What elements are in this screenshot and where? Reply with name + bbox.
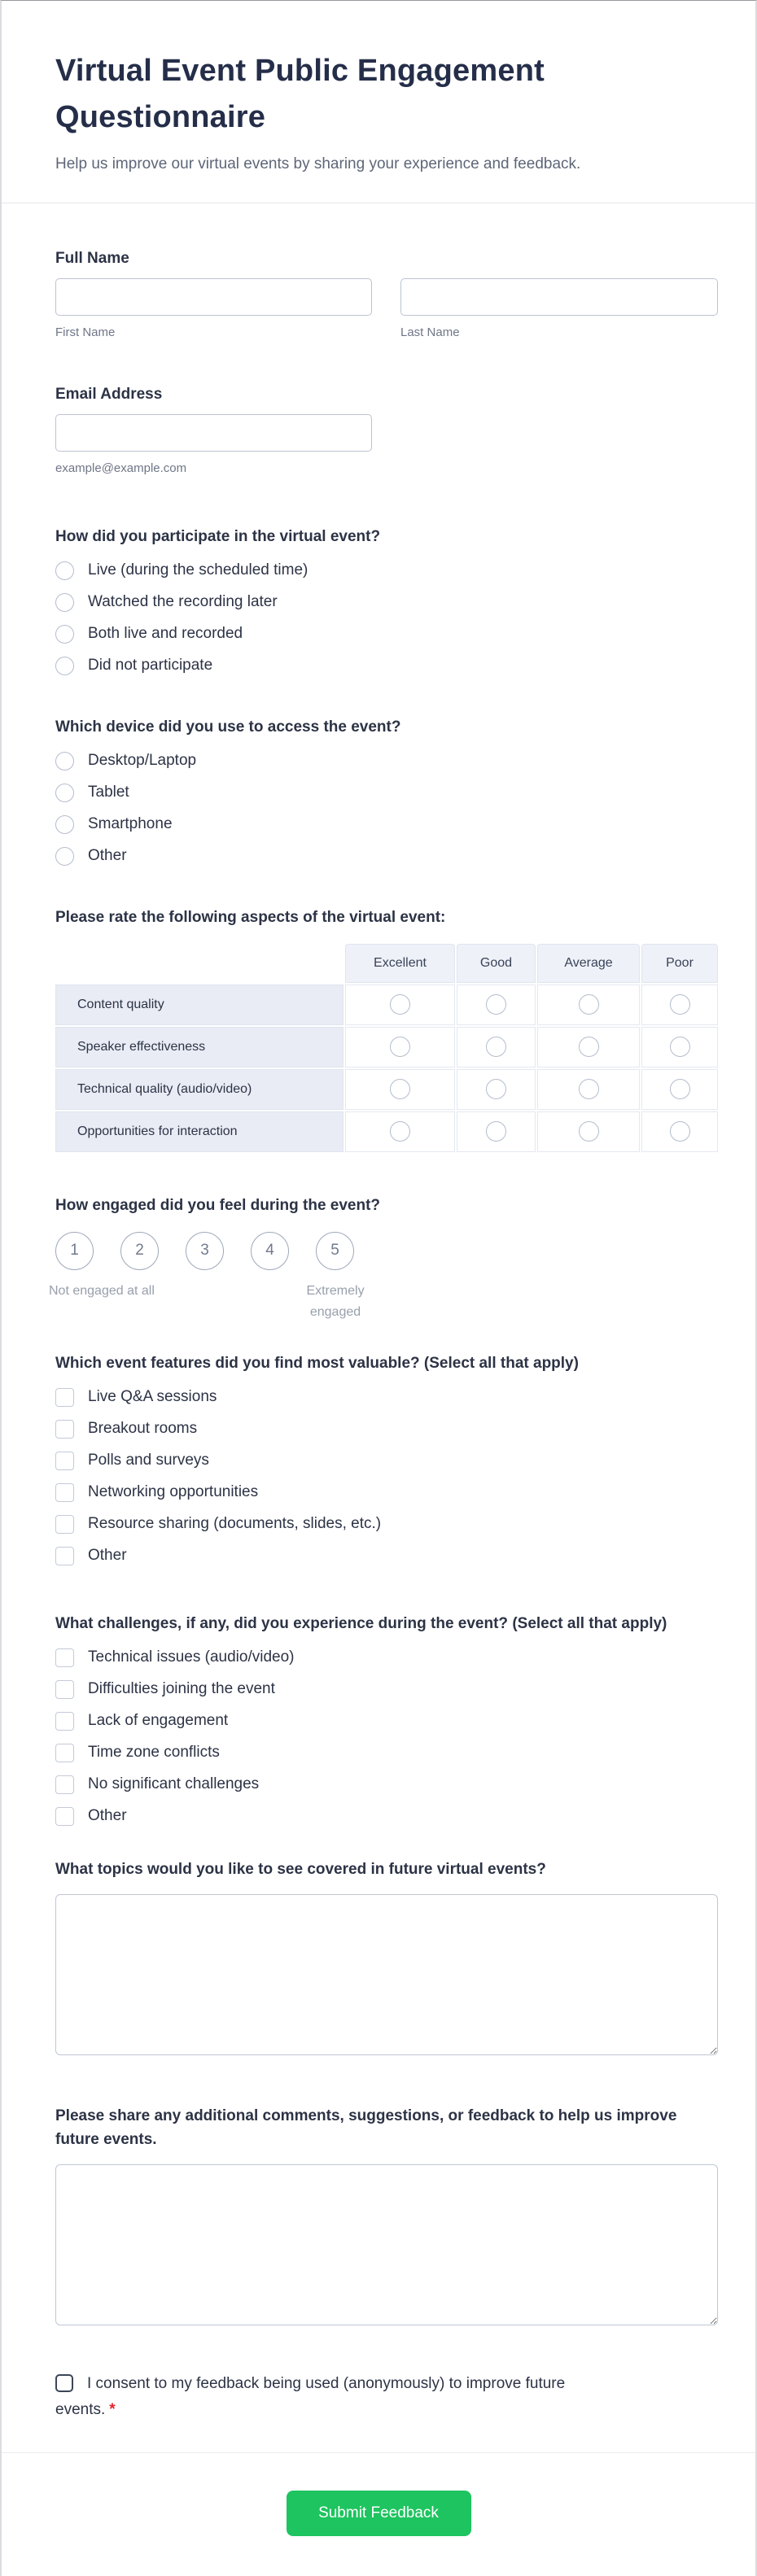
radio-button[interactable] xyxy=(55,625,74,644)
question-comments xyxy=(55,2104,718,2325)
option-label: Desktop/Laptop xyxy=(88,752,197,770)
matrix-radio[interactable] xyxy=(486,1121,506,1142)
comments-textarea[interactable] xyxy=(55,2164,718,2325)
first-name-input[interactable] xyxy=(55,278,372,316)
consent-checkbox[interactable] xyxy=(55,2374,73,2392)
challenges-option-technical[interactable] xyxy=(55,1648,718,1667)
radio-button[interactable] xyxy=(55,752,74,771)
matrix-radio[interactable] xyxy=(390,1037,410,1057)
question-challenges xyxy=(55,1613,718,1826)
matrix-radio[interactable] xyxy=(670,1037,690,1057)
first-name-sublabel: First Name xyxy=(55,325,116,339)
first-name-group xyxy=(55,278,372,339)
email-input[interactable] xyxy=(55,414,372,452)
checkbox[interactable] xyxy=(55,1712,74,1731)
challenges-option-engagement[interactable] xyxy=(55,1712,718,1731)
matrix-radio[interactable] xyxy=(486,1079,506,1099)
device-question: Which device did you use to access the event? xyxy=(55,718,401,736)
option-label: Difficulties joining the event xyxy=(88,1680,275,1698)
field-full-name xyxy=(55,247,718,339)
option-label: Watched the recording later xyxy=(88,593,278,611)
features-option-resources[interactable] xyxy=(55,1515,718,1534)
matrix-cell xyxy=(537,1027,640,1068)
challenges-option-none[interactable] xyxy=(55,1775,718,1794)
scale-option-2[interactable]: 2 xyxy=(120,1232,159,1270)
matrix-radio[interactable] xyxy=(579,1121,599,1142)
device-option-other[interactable] xyxy=(55,847,718,866)
question-features xyxy=(55,1352,718,1565)
features-option-qa[interactable] xyxy=(55,1388,718,1407)
matrix-cell xyxy=(537,985,640,1025)
option-label: Networking opportunities xyxy=(88,1483,259,1501)
device-option-desktop[interactable] xyxy=(55,752,718,771)
features-option-breakout[interactable] xyxy=(55,1420,718,1439)
option-label: Smartphone xyxy=(88,815,173,833)
scale-max-label: Extremely engaged xyxy=(306,1283,365,1319)
scale-option-1[interactable]: 1 xyxy=(55,1232,94,1270)
page-subtitle: Help us improve our virtual events by sharing your experience and feedback. xyxy=(55,155,581,172)
matrix-cell xyxy=(641,1027,718,1068)
matrix-radio[interactable] xyxy=(670,1121,690,1142)
last-name-input[interactable] xyxy=(400,278,718,316)
rating-column-header-excellent: Excellent xyxy=(345,944,455,983)
option-label: Tablet xyxy=(88,784,129,801)
features-option-other[interactable] xyxy=(55,1547,718,1565)
submit-feedback-button[interactable]: Submit Feedback xyxy=(287,2491,471,2536)
required-asterisk: * xyxy=(109,2400,116,2418)
option-label: Technical issues (audio/video) xyxy=(88,1648,295,1666)
checkbox[interactable] xyxy=(55,1680,74,1699)
matrix-cell xyxy=(345,985,455,1025)
device-option-smartphone[interactable] xyxy=(55,815,718,834)
field-email xyxy=(55,383,718,475)
scale-option-4[interactable]: 4 xyxy=(251,1232,289,1270)
checkbox[interactable] xyxy=(55,1807,74,1826)
rating-column-header-average: Average xyxy=(537,944,640,983)
features-question: Which event features did you find most valuable? (Select all that apply) xyxy=(55,1354,579,1372)
matrix-cell xyxy=(641,1111,718,1152)
option-label: Time zone conflicts xyxy=(88,1744,220,1762)
option-label: Breakout rooms xyxy=(88,1420,198,1438)
last-name-group xyxy=(400,278,718,339)
rating-question: Please rate the following aspects of the virtual event: xyxy=(55,908,446,926)
rating-column-header-good: Good xyxy=(457,944,536,983)
checkbox[interactable] xyxy=(55,1388,74,1407)
scale-captions xyxy=(49,1281,718,1323)
checkbox[interactable] xyxy=(55,1775,74,1794)
matrix-cell xyxy=(345,1027,455,1068)
matrix-radio[interactable] xyxy=(486,994,506,1015)
last-name-sublabel: Last Name xyxy=(400,325,460,339)
participation-question: How did you participate in the virtual event? xyxy=(55,527,381,545)
option-label: Did not participate xyxy=(88,657,213,675)
participation-option-both[interactable] xyxy=(55,625,718,644)
question-topics xyxy=(55,1858,718,2055)
challenges-option-other[interactable] xyxy=(55,1807,718,1826)
topics-textarea[interactable] xyxy=(55,1894,718,2055)
form-footer xyxy=(2,2453,755,2576)
matrix-radio[interactable] xyxy=(579,994,599,1015)
matrix-radio[interactable] xyxy=(670,994,690,1015)
email-sublabel: example@example.com xyxy=(55,461,187,475)
checkbox[interactable] xyxy=(55,1648,74,1667)
radio-button[interactable] xyxy=(55,847,74,866)
checkbox[interactable] xyxy=(55,1420,74,1439)
matrix-radio[interactable] xyxy=(579,1079,599,1099)
option-label: Live (during the scheduled time) xyxy=(88,561,308,579)
matrix-radio[interactable] xyxy=(486,1037,506,1057)
full-name-label: Full Name xyxy=(55,249,129,267)
participation-option-recording[interactable] xyxy=(55,593,718,612)
consent-text: I consent to my feedback being used (anonymously) to improve future events. xyxy=(55,2374,566,2418)
rating-column-header-poor: Poor xyxy=(641,944,718,983)
email-label: Email Address xyxy=(55,385,163,403)
scale-option-3[interactable]: 3 xyxy=(186,1232,224,1270)
option-label: Polls and surveys xyxy=(88,1452,209,1469)
matrix-cell xyxy=(537,1111,640,1152)
form-header xyxy=(2,1,755,176)
question-engagement xyxy=(49,1194,718,1323)
comments-question: Please share any additional comments, suggestions, or feedback to help us improve future events. xyxy=(55,2107,677,2148)
question-rating-matrix xyxy=(55,906,718,1152)
rating-corner-cell xyxy=(55,944,343,983)
question-participation xyxy=(55,526,718,675)
rating-row-label: Content quality xyxy=(55,985,343,1025)
matrix-cell xyxy=(457,1069,536,1110)
matrix-cell xyxy=(641,1069,718,1110)
option-label: Other xyxy=(88,1547,127,1565)
features-option-polls[interactable] xyxy=(55,1452,718,1470)
matrix-cell xyxy=(641,985,718,1025)
rating-row-label: Speaker effectiveness xyxy=(55,1027,343,1068)
participation-option-none[interactable] xyxy=(55,657,718,675)
option-label: Lack of engagement xyxy=(88,1712,229,1730)
features-option-networking[interactable] xyxy=(55,1483,718,1502)
matrix-cell xyxy=(537,1069,640,1110)
matrix-cell xyxy=(457,1027,536,1068)
checkbox[interactable] xyxy=(55,1452,74,1470)
question-device xyxy=(55,716,718,866)
matrix-cell xyxy=(345,1111,455,1152)
engagement-question: How engaged did you feel during the event? xyxy=(55,1196,381,1214)
rating-row-label: Opportunities for interaction xyxy=(55,1111,343,1152)
page-title: Virtual Event Public Engagement Questionnaire xyxy=(55,54,545,134)
radio-button[interactable] xyxy=(55,657,74,675)
radio-button[interactable] xyxy=(55,815,74,834)
challenges-option-timezone[interactable] xyxy=(55,1744,718,1762)
scale-min-label: Not engaged at all xyxy=(49,1283,155,1298)
matrix-radio[interactable] xyxy=(390,1079,410,1099)
checkbox[interactable] xyxy=(55,1515,74,1534)
engagement-scale xyxy=(55,1232,718,1270)
option-label: Live Q&A sessions xyxy=(88,1388,217,1406)
scale-option-5[interactable]: 5 xyxy=(316,1232,354,1270)
option-label: No significant challenges xyxy=(88,1775,260,1793)
matrix-radio[interactable] xyxy=(670,1079,690,1099)
checkbox[interactable] xyxy=(55,1547,74,1565)
option-label: Other xyxy=(88,847,127,865)
matrix-radio[interactable] xyxy=(390,1121,410,1142)
option-label: Both live and recorded xyxy=(88,625,243,643)
matrix-cell xyxy=(457,985,536,1025)
option-label: Other xyxy=(88,1807,127,1825)
challenges-question: What challenges, if any, did you experience during the event? (Select all that apply) xyxy=(55,1614,667,1632)
challenges-option-joining[interactable] xyxy=(55,1680,718,1699)
matrix-radio[interactable] xyxy=(579,1037,599,1057)
topics-question: What topics would you like to see covered in future virtual events? xyxy=(55,1860,546,1878)
checkbox[interactable] xyxy=(55,1483,74,1502)
option-label: Resource sharing (documents, slides, etc.) xyxy=(88,1515,382,1533)
matrix-radio[interactable] xyxy=(390,994,410,1015)
radio-button[interactable] xyxy=(55,593,74,612)
radio-button[interactable] xyxy=(55,784,74,802)
consent-field xyxy=(55,2371,718,2423)
matrix-cell xyxy=(345,1069,455,1110)
radio-button[interactable] xyxy=(55,561,74,580)
matrix-cell xyxy=(457,1111,536,1152)
rating-table xyxy=(55,944,718,1152)
checkbox[interactable] xyxy=(55,1744,74,1762)
participation-option-live[interactable] xyxy=(55,561,718,580)
device-option-tablet[interactable] xyxy=(55,784,718,802)
rating-row-label: Technical quality (audio/video) xyxy=(55,1069,343,1110)
